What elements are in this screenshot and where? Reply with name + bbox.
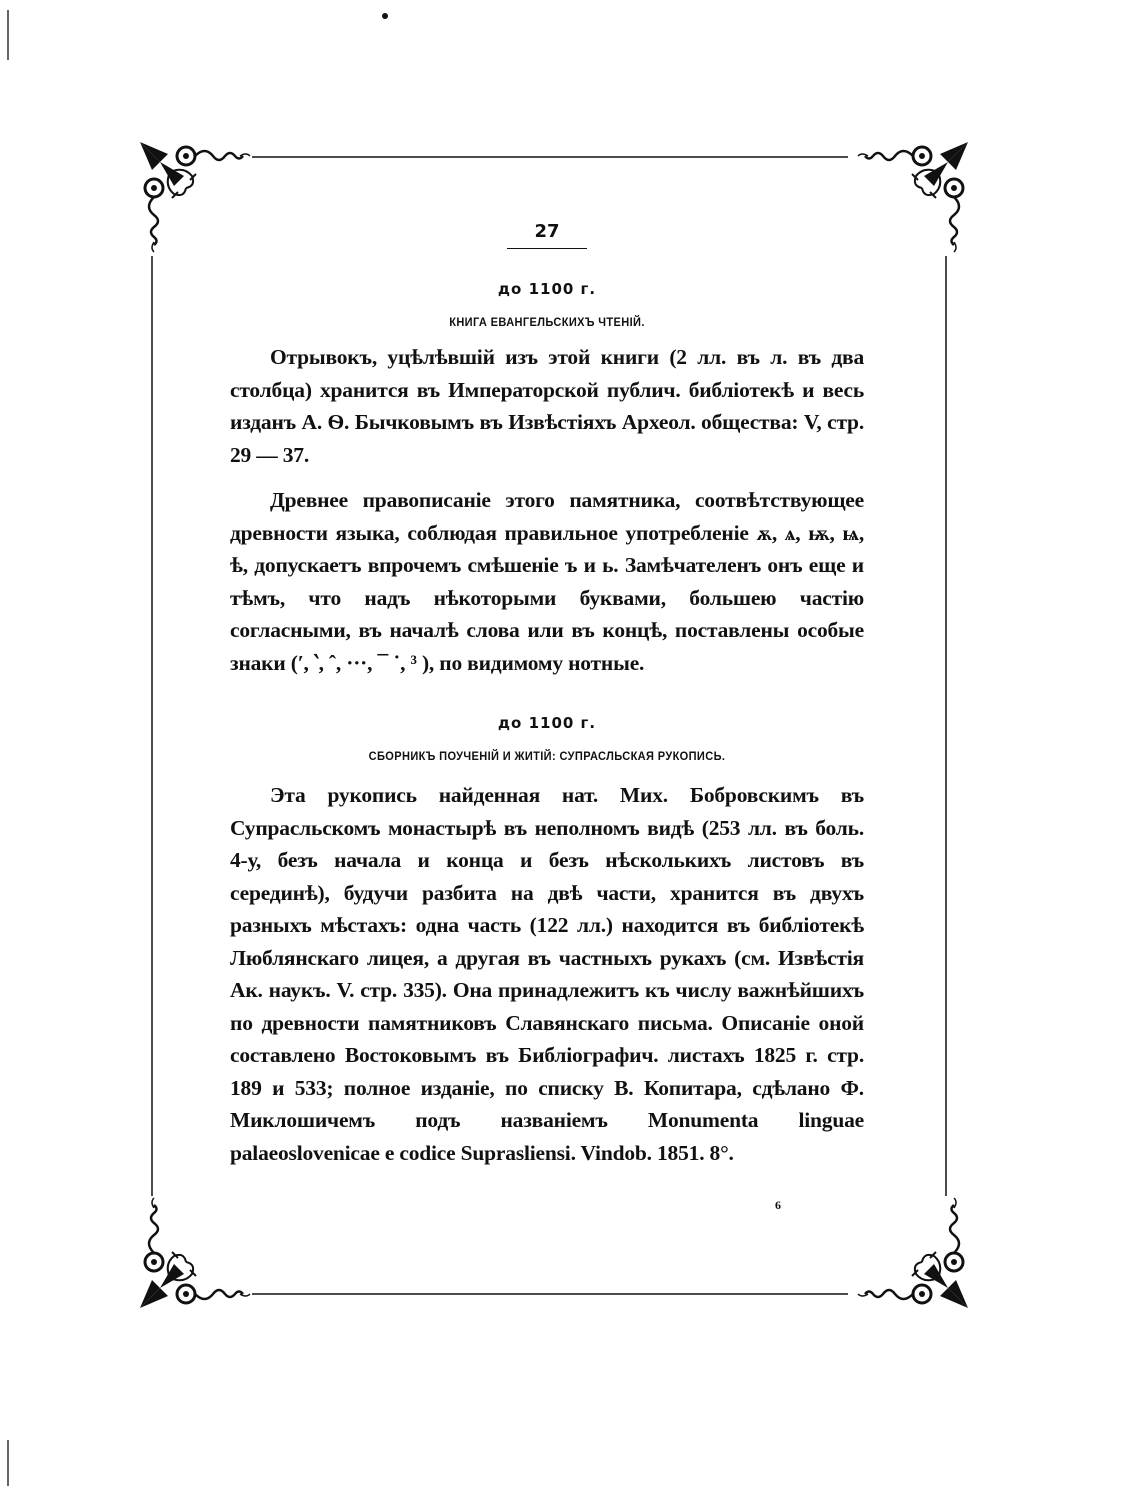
section-title: СБОРНИКЪ ПОУЧЕНІЙ И ЖИТІЙ: СУПРАСЛЬСКАЯ РУКОПИСЬ. [368, 749, 726, 763]
corner-ornament-bottom-right [858, 1198, 968, 1308]
date-heading: до 1100 г. [497, 714, 597, 732]
signature-mark: 6 [775, 1198, 781, 1212]
section-title: КНИГА ЕВАНГЕЛЬСКИХЪ ЧТЕНІЙ. [449, 315, 645, 329]
scan-dot [382, 13, 388, 19]
page-number: 27 [534, 221, 560, 242]
paragraph: Отрывокъ, уцѣлѣвшій изъ этой книги (2 лл. въ л. въ два столбца) хранится въ Императорской публич. библіотекѣ и весь изданъ А. Ѳ. Бычковымъ въ Извѣстіяхъ Археол. общества: V, стр. 29 — 37. [230, 345, 864, 467]
section-suprasl-codex [230, 713, 864, 1169]
paragraph: Эта рукопись найденная нат. Мих. Бобровскимъ въ Супрасльскомъ монастырѣ въ неполномъ видѣ (253 лл. въ боль. 4-у, безъ начала и конца и безъ нѣсколькихъ листовъ въ серединѣ), будучи разбита на двѣ части, хранится въ двухъ разныхъ мѣстахъ: одна часть (122 лл.) находится въ библіотекѣ Люблянскаго лицея, а другая въ частныхъ рукахъ (см. Извѣстія Ак. наукъ. V. стр. 335). Она принадлежитъ къ числу важнѣйшихъ по древности памятниковъ Славянскаго письма. Описаніе оной составлено Востоковымъ въ Библіографич. листахъ 1825 г. стр. 189 и 533; полное изданіе, по списку В. Копитара, сдѣлано Ф. Миклошичемъ подъ названіемъ Monumenta linguae palaeoslovenicae e codice Suprasliensi. Vindob. 1851. 8°. [230, 783, 864, 1165]
page-content [230, 220, 864, 1212]
page-header [230, 220, 864, 249]
page-number-rule [507, 248, 587, 249]
paragraph: Древнее правописаніе этого памятника, соотвѣтствующее древности языка, соблюдая правильное употребленіе ѫ, ѧ, ѭ, ѩ, ѣ, допускаетъ впрочемъ смѣшеніе ъ и ь. Замѣчателенъ онъ еще и тѣмъ, что надъ нѣкоторыми буквами, большею частію согласными, въ началѣ слова или въ концѣ, поставлены особые знаки (′, ‵, ˆ, ···, ¯ ˙, ³ ), по видимому нотные. [230, 488, 864, 675]
section-gospel-readings [230, 279, 864, 679]
corner-ornament-top-right [858, 142, 968, 252]
date-heading: до 1100 г. [497, 280, 597, 298]
corner-ornament-bottom-left [140, 1198, 250, 1308]
